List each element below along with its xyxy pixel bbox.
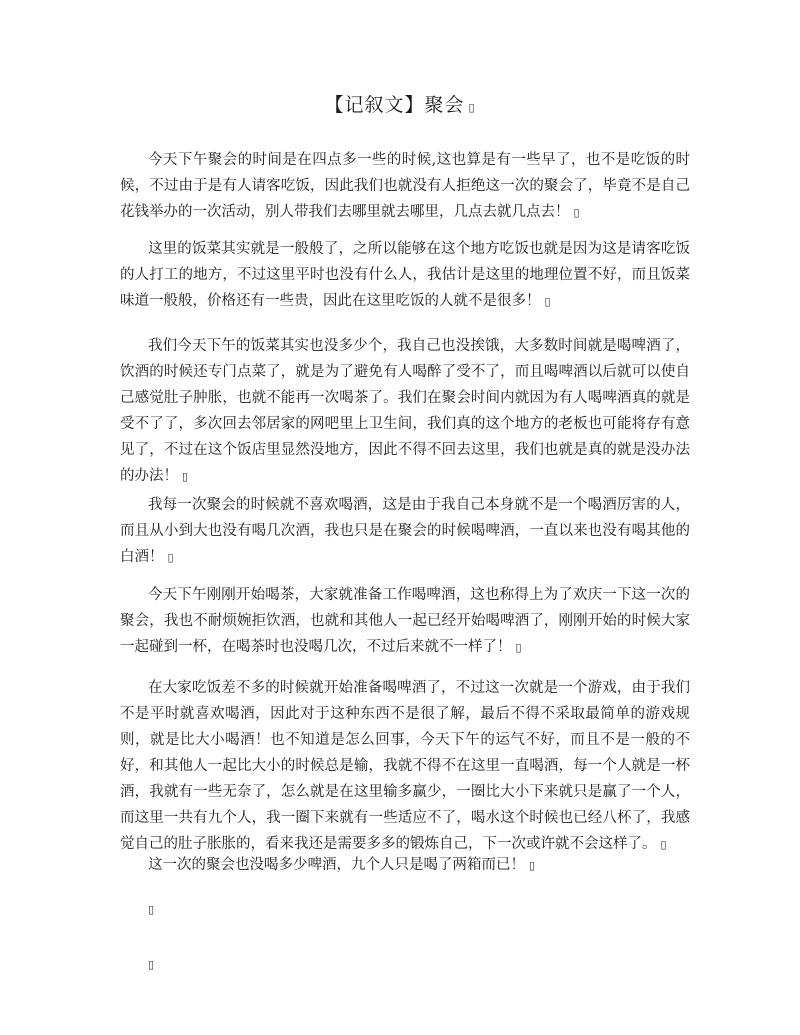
paragraph-6: 在大家吃饭差不多的时候就开始准备喝啤酒了，不过这一次就是一个游戏，由于我们不是平时就喜欢喝酒，因此对于这种东西不是很了解，最后不得不采取最简单的游戏规则，就是比大小喝酒！也不知道是怎么回事，今天下午的运气不好，而且不是一般的不好，和其他人一起比大小的时候总是输，我就不得不在这里一直喝酒，每一个人就是一杯酒，我就有一些无奈了，怎么就是在这里输多赢少，一圈比大小下来就只是赢了一个人，而这里一共有九个人，我一圈下来就有一些适应不了，喝水这个时候也已经八杯了，我感觉自己的肚子胀胀的，看来我还是需要多多的锻炼自己，下一次或许就不会这样了。 ▯ (120, 680, 690, 852)
paragraph-3: 我们今天下午的饭菜其实也没多少个，我自己也没挨饿，大多数时间就是喝啤酒了，饮酒的时候还专门点菜了，就是为了避免有人喝醉了受不了，而且喝啤酒以后就可以使自己感觉肚子肿胀，也就不能再一次喝茶了。我们在聚会时间内就因为有人喝啤酒真的就是受不了了，多次回去邻居家的网吧里上卫生间，我们真的这个地方的老板也可能将存有意见了，不过在这个饭店里显然没地方，因此不得不回去这里，我们也就是真的就是没办法的办法！ ▯ (120, 338, 690, 484)
paragraph-4: 我每一次聚会的时候就不喜欢喝酒，这是由于我自己本身就不是一个喝酒厉害的人，而且从小到大也没有喝几次酒，我也只是在聚会的时候喝啤酒，一直以来也没有喝其他的白酒！ ▯ (120, 497, 690, 565)
paragraph-mark-icon: ▯ (515, 641, 522, 654)
paragraph-mark-icon: ▯ (660, 838, 667, 851)
paragraph-mark-icon: ▯ (148, 903, 155, 916)
paragraph-mark-icon: ▯ (529, 859, 536, 872)
paragraph-mark-icon: ▯ (468, 101, 476, 114)
paragraph-mark-icon: ▯ (148, 958, 155, 971)
paragraph-7: 这一次的聚会也没喝多少啤酒，九个人只是喝了两箱而已！ ▯ (148, 857, 536, 873)
paragraph-mark-icon: ▯ (544, 295, 551, 308)
paragraph-5: 今天下午刚刚开始喝茶，大家就准备工作喝啤酒，这也称得上为了欢庆一下这一次的聚会，我也不耐烦婉拒饮酒，也就和其他人一起已经开始喝啤酒了，刚刚开始的时候大家一起碰到一杯，在喝茶时也没喝几次，不过后来就不一样了！ ▯ (120, 587, 690, 655)
paragraph-mark-icon: ▯ (167, 551, 174, 564)
paragraph-mark-icon: ▯ (182, 470, 189, 483)
paragraph-1: 今天下午聚会的时间是在四点多一些的时候,这也算是有一些早了，也不是吃饭的时候，不过由于是有人请客吃饭，因此我们也就没有人拒绝这一次的聚会了，毕竟不是自己花钱举办的一次活动，别人带我们去哪里就去哪里，几点去就几点去！ ▯ (120, 152, 690, 220)
document-title (0, 92, 800, 121)
paragraph-mark-icon: ▯ (573, 206, 580, 219)
document-title-text: 【记叙文】聚会 (324, 94, 465, 116)
paragraph-2: 这里的饭菜其实就是一般般了，之所以能够在这个地方吃饭也就是因为这是请客吃饭的人打工的地方，不过这里平时也没有什么人，我估计是这里的地理位置不好，而且饭菜味道一般般，价格还有一些贵，因此在这里吃饭的人就不是很多！ ▯ (120, 241, 690, 309)
